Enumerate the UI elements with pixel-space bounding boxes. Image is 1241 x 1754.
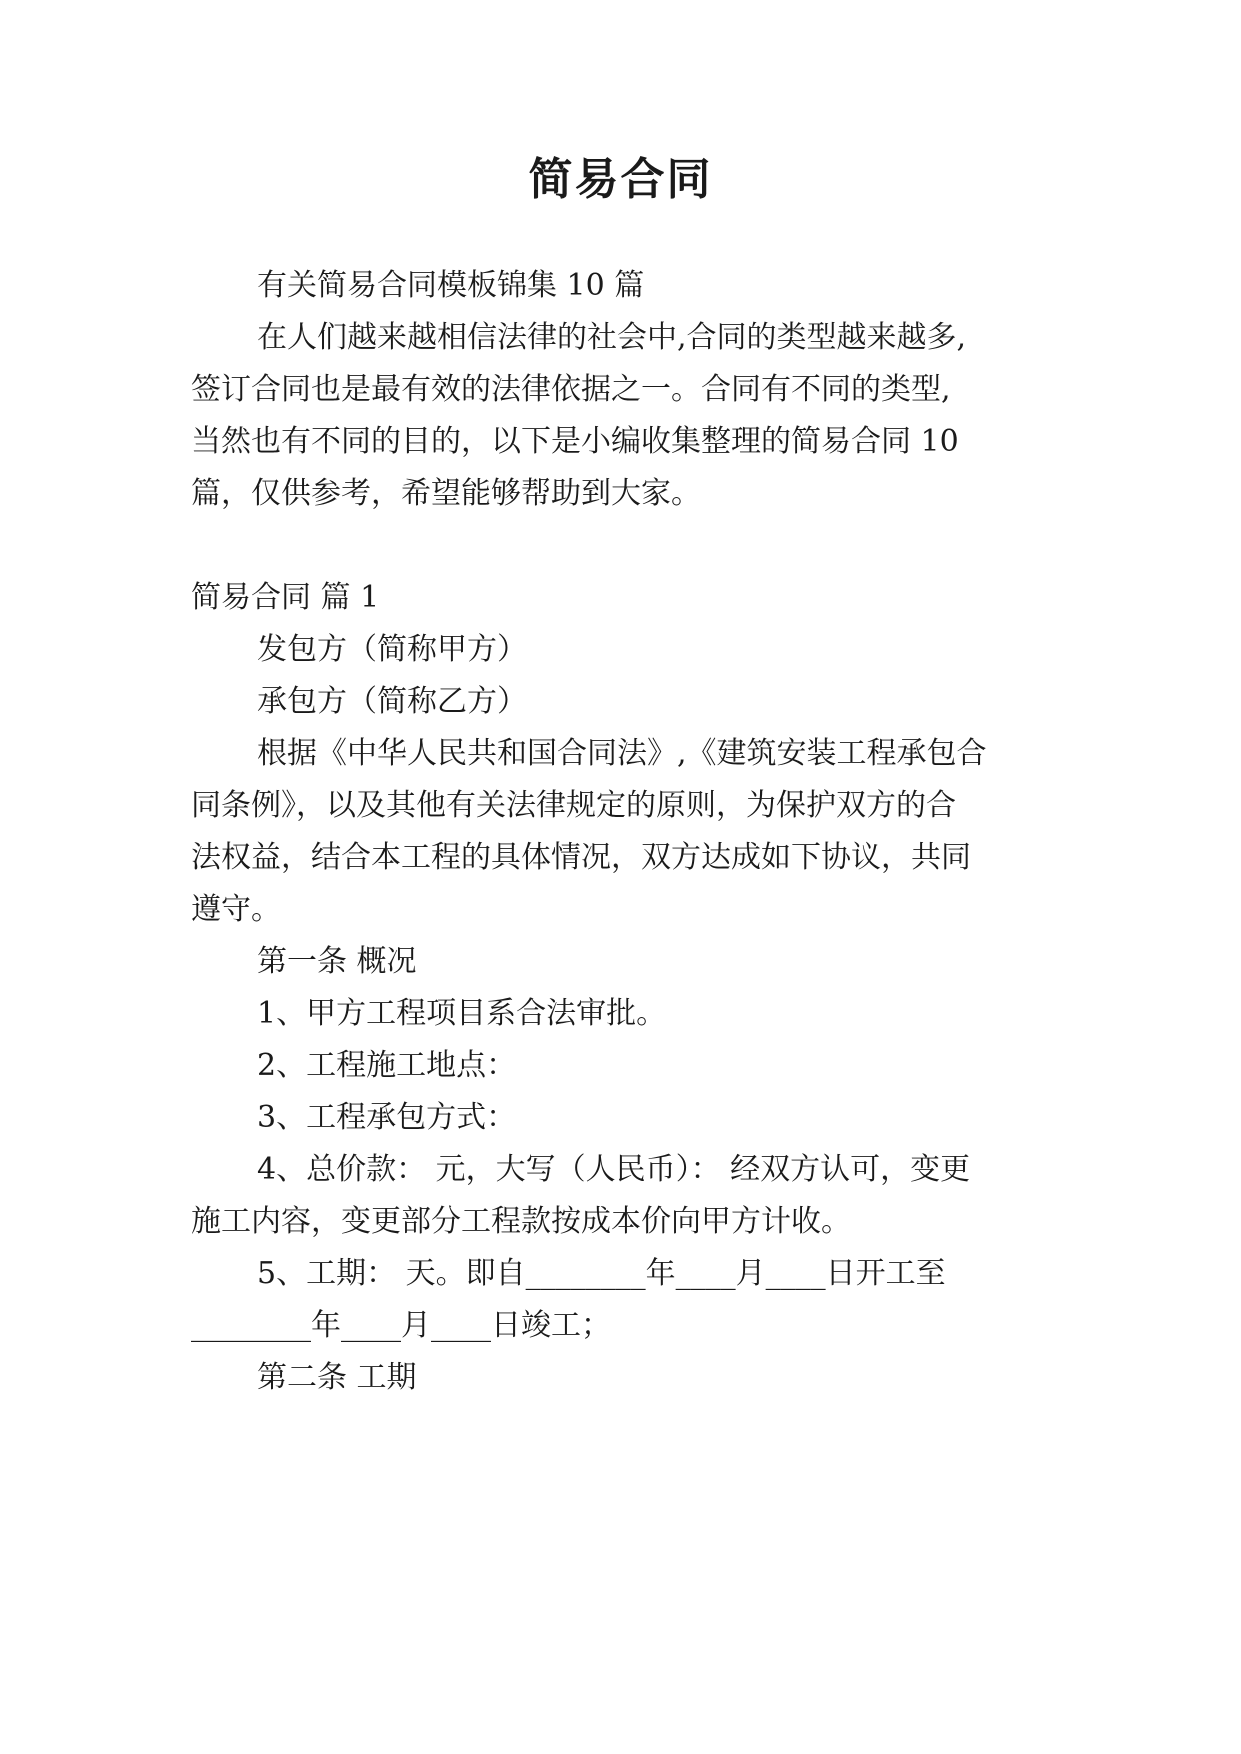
clause-item-4-cont: 施工内容，变更部分工程款按成本价向甲方计收。 — [191, 1204, 851, 1239]
clause-item-1: 1、甲方工程项目系合法审批。 — [257, 996, 667, 1031]
section-heading: 简易合同 篇 1 — [191, 580, 380, 615]
party-b-line: 承包方（简称乙方） — [257, 684, 527, 719]
party-a-line: 发包方（简称甲方） — [257, 632, 527, 667]
clause-item-2: 2、工程施工地点： — [257, 1048, 517, 1083]
clause-item-5: 5、工期： 天。即自________年____月____日开工至 — [257, 1256, 946, 1291]
clause-item-5-cont: ________年____月____日竣工； — [191, 1308, 611, 1343]
intro-heading: 有关简易合同模板锦集 10 篇 — [257, 268, 645, 303]
preamble-line: 遵守。 — [191, 892, 281, 927]
page-title: 简易合同 — [528, 154, 713, 205]
article-2-title: 第二条 工期 — [257, 1360, 417, 1395]
clause-item-4: 4、总价款： 元，大写（人民币）： 经双方认可，变更 — [257, 1152, 971, 1187]
preamble-line: 法权益，结合本工程的具体情况，双方达成如下协议，共同 — [191, 840, 971, 875]
intro-paragraph-line: 签订合同也是最有效的法律依据之一。合同有不同的类型, — [191, 372, 951, 407]
preamble-line: 同条例》，以及其他有关法律规定的原则，为保护双方的合 — [191, 788, 956, 823]
article-1-title: 第一条 概况 — [257, 944, 417, 979]
intro-paragraph-line: 当然也有不同的目的，以下是小编收集整理的简易合同 10 — [191, 424, 959, 459]
intro-paragraph-line: 在人们越来越相信法律的社会中,合同的类型越来越多, — [257, 320, 967, 355]
intro-paragraph-line: 篇，仅供参考，希望能够帮助到大家。 — [191, 476, 701, 511]
clause-item-3: 3、工程承包方式： — [257, 1100, 517, 1135]
preamble-line: 根据《中华人民共和国合同法》,《建筑安装工程承包合 — [257, 736, 987, 771]
